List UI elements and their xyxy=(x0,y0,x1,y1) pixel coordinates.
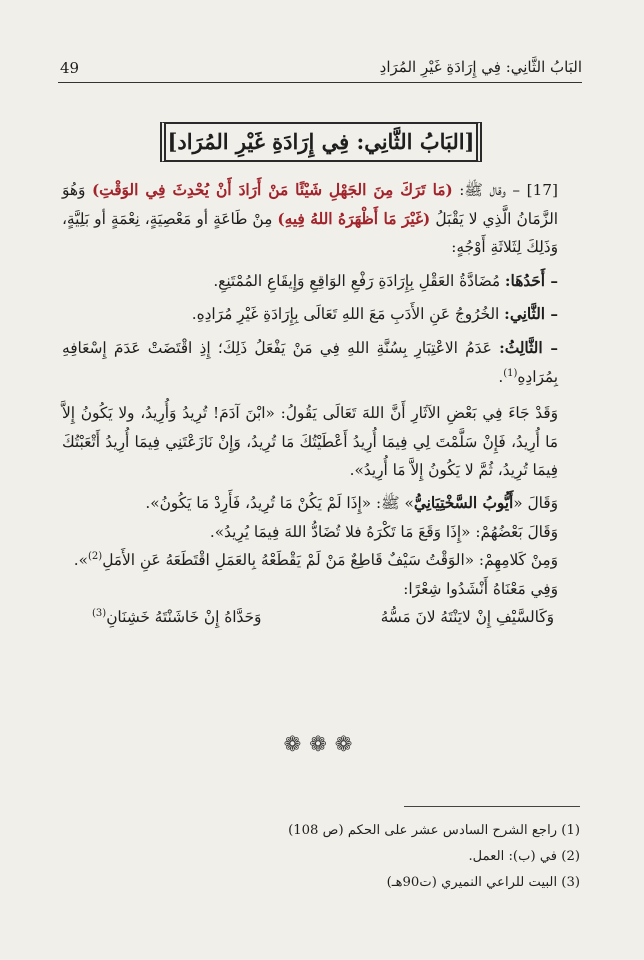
list-item-end: . xyxy=(498,367,504,386)
list-item-third xyxy=(62,334,580,391)
verse-second-hemistich-wrap xyxy=(92,603,261,632)
paragraph-time-sword xyxy=(62,546,580,575)
verse-first-hemistich: وَكَالسَّيْفِ إِنْ لايَنْتَهُ لانَ مَسُّهُ xyxy=(380,608,554,627)
paragraph-17-text: وَهُوَ الزَّمَانُ الَّذِي لا يَقْبَلُ xyxy=(62,181,558,228)
quote-2: (غَيْرَ مَا أَظْهَرَهُ اللهُ فِيهِ) xyxy=(277,209,431,228)
paragraph-poem-intro: وَفِي مَعْنَاهُ أَنْشَدُوا شِعْرًا: xyxy=(403,579,558,598)
paragraph-ayyub-quote: » ﷺ: «إِذَا لَمْ يَكُنْ مَا تُرِيدُ، فَأَرِدْ مَا يَكُونُ». xyxy=(145,493,414,512)
footnote-3: (3) البيت للراعي النميري (ت90هـ) xyxy=(386,875,580,890)
footnotes xyxy=(62,818,580,896)
list-item-label: – أَحَدُهَا: xyxy=(504,271,558,290)
main-text xyxy=(62,176,580,632)
paragraph-17-intro: [17] – وقال ﷺ: xyxy=(452,181,559,199)
list-item-second xyxy=(62,300,580,329)
list-item-label: – الثَّالِثُ: xyxy=(499,338,558,357)
running-header xyxy=(58,56,582,83)
paragraph-17-end: مِنْ طَاعَةٍ أو مَعْصِيَةٍ، نِعْمَةٍ أو بَلِيَّةٍ، وَذَلِكَ لِثَلاثَةِ أَوْجُهٍ: xyxy=(62,209,558,257)
chapter-title: [البَابُ الثَّانِي: فِي إِرَادَةِ غَيْرِ المُرَاد] xyxy=(167,129,475,154)
ornament-divider: ❁❁❁ xyxy=(283,732,361,756)
page-number: 49 xyxy=(60,59,80,77)
list-item-text: عَدَمُ الاعْتِبَارِ بِسُنَّةِ اللهِ فِي مَنْ يَفْعَلُ ذَلِكَ؛ إِذِ اقْتَضَتْ عَدَمَ إِسْعَافِهِ بِمُرَادِهِ xyxy=(62,338,558,386)
list-item-text: الخُرُوجُ عَنِ الأَدَبِ مَعَ اللهِ تَعَالَى بِإِرَادَةِ غَيْرِ مُرَادِهِ. xyxy=(191,305,505,324)
poem-verse xyxy=(62,603,580,632)
paragraph-some-said: وَقَالَ بَعْضُهُمْ: «إِذَا وَقَعَ مَا تَكْرَهُ فلا تُضَادُّ اللهَ فِيمَا يُرِيدُ». xyxy=(209,522,558,541)
footnote-ref-2[interactable]: (2) xyxy=(88,551,103,563)
running-title: البَابُ الثَّانِي: فِي إِرَادَةِ غَيْرِ المُرَادِ xyxy=(379,58,582,76)
footnote-2: (2) في (ب): العمل. xyxy=(468,849,580,864)
paragraph-time-sword-text: وَمِنْ كَلامِهِمْ: «الوَقْتُ سَيْفٌ قَاطِعٌ مَنْ لَمْ يَقْطَعْهُ بِالعَمَلِ اقْتَطَعَهُ عَنِ الأَمَلِ xyxy=(102,551,558,570)
chapter-title-box xyxy=(160,122,482,162)
verse-second-hemistich: وَحَدَّاهُ إِنْ خَاشَنْتَهُ خَشِنَانِ xyxy=(106,608,262,627)
list-item-first xyxy=(62,267,580,296)
footnote-separator xyxy=(404,806,580,807)
chapter-title-frame xyxy=(160,122,482,162)
paragraph-17 xyxy=(62,176,580,262)
footnote-1: (1) راجع الشرح السادس عشر على الحكم (ص 108) xyxy=(288,823,580,838)
footnote-ref-3[interactable]: (3) xyxy=(92,608,107,620)
list-item-text: مُضَادَّةُ العَقْلِ بِإِرَادَةِ رَفْعِ الوَاقِعِ وَإِيقَاعِ المُمْتَنِعِ. xyxy=(213,271,505,290)
hadith-quote: (مَا تَرَكَ مِنَ الجَهْلِ شَيْئًا مَنْ أَرَادَ أَنْ يُحْدِثَ فِي الوَقْتِ) xyxy=(91,181,453,199)
paragraph-athar: وَقَدْ جَاءَ فِي بَعْضِ الآثَارِ أَنَّ اللهَ تَعَالَى يَقُولُ: «ابْنَ آدَمَ! تُرِيدُ وَأُرِيدُ، ولا يَكُونُ إِلاَّ مَا أُرِيدُ، فَإِنْ سَلَّمْتَ لِي فِيمَا أُرِيدُ أَعْطَيْتُكَ مَا تُرِيدُ، وَإِنْ نَازَعْتَنِي فِيمَا أُرِيدُ أَتْعَبْتُكَ فِيمَا تُرِيدُ، ثُمَّ لا يَكُونُ إِلاَّ مَا أُرِيدُ». xyxy=(62,404,558,480)
list-item-label: – الثَّانِي: xyxy=(504,305,558,324)
person-name: أَيُّوبُ السَّخْتِيَانِيُّ xyxy=(413,493,514,512)
paragraph-ayyub xyxy=(62,489,580,518)
footnote-ref-1[interactable]: (1) xyxy=(503,367,518,379)
paragraph-time-sword-end: ». xyxy=(73,551,89,570)
paragraph-ayyub-start: وَقَالَ « xyxy=(513,493,558,512)
